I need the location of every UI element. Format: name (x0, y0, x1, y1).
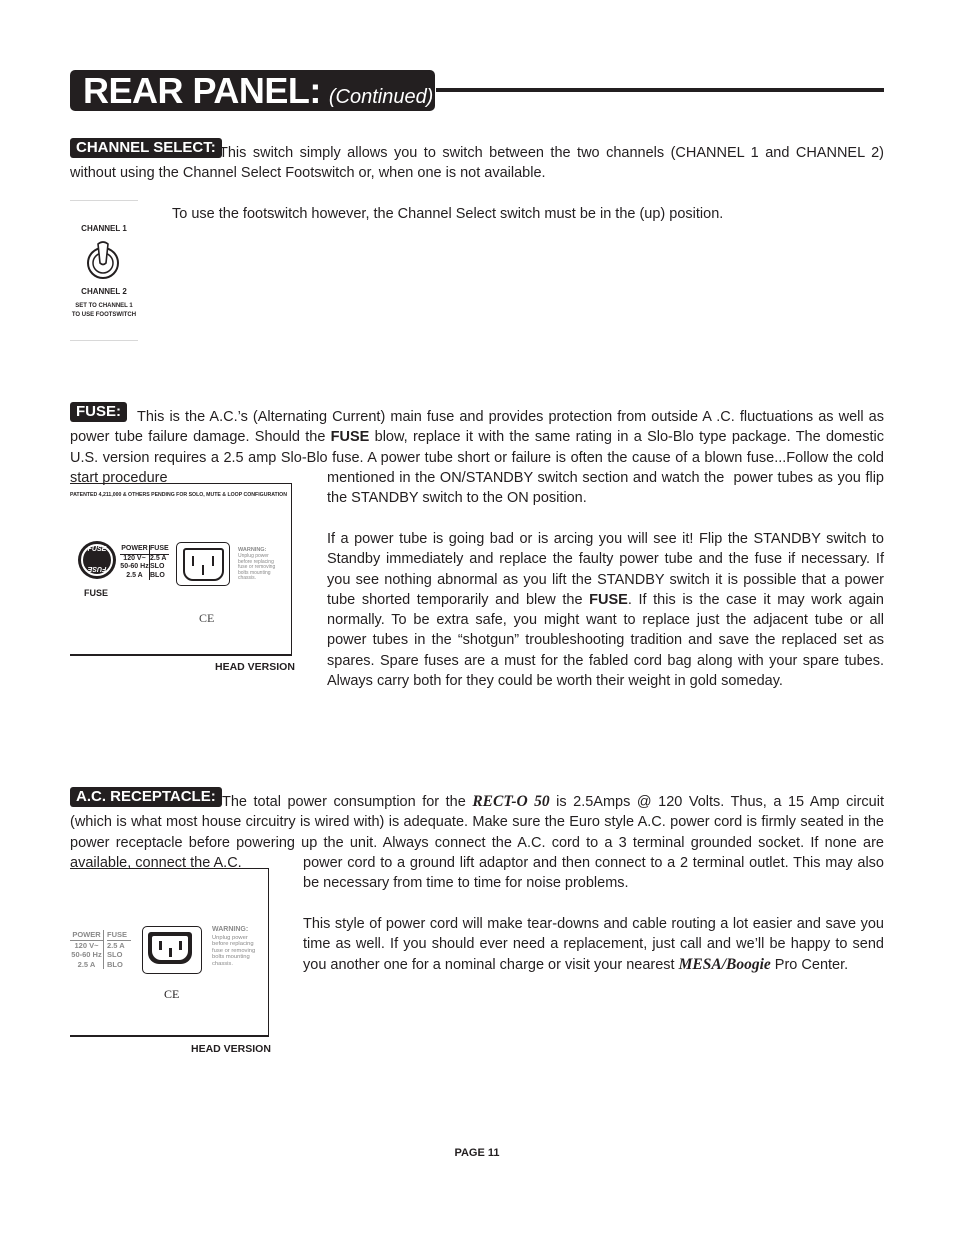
socket-inner (183, 548, 224, 581)
footswitch-note-2: TO USE FOOTSWITCH (71, 312, 137, 318)
ac-warning-line: Unplug power (212, 935, 248, 941)
channel2-label: CHANNEL 2 (81, 287, 127, 296)
ac-rear-panel-diagram (70, 868, 269, 1037)
fuse-cap-text-top: FUSE (87, 546, 107, 553)
rect-o-50-brand: RECT-O 50 (472, 793, 550, 810)
ac-para2 (303, 914, 884, 975)
warning-line: Unplug power (238, 553, 269, 559)
ac-power-val: 2.5 A (77, 959, 96, 969)
ac-warning-text (212, 935, 255, 967)
fuse-cap-text-bottom: FUSE (87, 565, 107, 572)
power-val: 120 V~ (123, 554, 146, 562)
fuse-intro-b-inline: blow, replace it with the same rating in a Slo-Blo type package. The domestic U.S. version requires a 2.5 amp Slo-Blo fuse. A power tube short or failure is often the cause of a blown fuse...Follow the cold start procedure (70, 429, 884, 486)
fuse-para2-a: If a power tube is going bad or is arcing you will see it! Flip the STANDBY switch to Standby immediately and replace the faulty power tube and the fuse if necessary. If you see nothing abnormal as you lift the STANDBY switch it is possible that a power tube shorted temporarily and blew the (327, 531, 884, 608)
power-val: 2.5 A (126, 571, 143, 579)
page-title (83, 72, 433, 116)
channel-select-para1-wrap (70, 143, 884, 184)
ac-ce-mark: CE (164, 987, 180, 1001)
channel-switch-diagram (70, 200, 138, 341)
fuse-para2-wrap (327, 529, 884, 691)
socket-pin (212, 556, 214, 566)
footswitch-note-1: SET TO CHANNEL 1 (75, 303, 133, 309)
page-header (70, 70, 435, 111)
channel1-label: CHANNEL 1 (81, 224, 127, 233)
ac-fuse-val: BLO (107, 959, 123, 969)
ac-para2-b: Pro Center. (770, 956, 849, 973)
channel-select-para1: This switch simply allows you to switch between the two channels (CHANNEL 1 and CHANNEL 2) without using the Channel Select Footswitch or, when one is not available. (70, 145, 884, 182)
ac-warning-line: bolts mounting (212, 954, 250, 961)
fuse-val: 2.5 A (150, 554, 167, 562)
toggle-switch-icon[interactable] (85, 240, 121, 282)
warning-line: bolts mounting (238, 569, 271, 576)
diagram-top-rule (70, 200, 138, 201)
fuse-continuation (327, 468, 884, 509)
ac-warning-line: chassis. (212, 960, 233, 967)
ac-panel-caption: HEAD VERSION (191, 1043, 271, 1055)
power-val: 50-60 Hz (120, 563, 149, 570)
ac-para1-continued: power cord to a ground lift adaptor and then connect to a 2 terminal outlet. This may also be necessary from time to time for noise problems. (303, 855, 884, 892)
fuse-para2-bold: FUSE (589, 591, 628, 608)
ac-power-val: 120 V~ (74, 940, 99, 950)
warning-line: before replacing (238, 558, 274, 565)
socket-pin (192, 556, 194, 566)
ac-fuse-rating-col (107, 930, 131, 969)
fuse-intro-a: This is the A.C.’s (Alternating Current) main fuse and provides protection from outside A .C. fluctuations as well as power tube failure damage. Should the (70, 409, 884, 446)
fuse-para2-b: . If this is the case it may work again normally. To be extra safe, you might want to replace just the adjacent tube or all power tubes in the “shotgun” troubleshooting tradition and save the replaced set as spares. Spare fuses are a must for the fabled cord bag along with your spare tubes. Always carry both for they could be worth their weight in gold someday. (327, 591, 884, 690)
ac-warning-line: before replacing (212, 941, 254, 948)
ac-para1-a: The total power consumption for the (222, 794, 473, 810)
ac-socket-face (152, 936, 188, 960)
ac-para1-cont-wrap (303, 853, 884, 894)
fuse-cap-icon[interactable] (78, 541, 116, 579)
ac-para2-a: This style of power cord will make tear-downs and cable routing a lot easier and save you time as well. If you should ever need a replacement, just call and we’ll be happy to send you another one for a nominal charge or visit your nearest (303, 916, 884, 973)
diagram-bottom-rule (70, 340, 138, 341)
mesa-boogie-brand: MESA/Boogie (678, 955, 771, 973)
patent-text: PATENTED 4,211,000 & OTHERS PENDING FOR SOLO, MUTE & LOOP CONFIGURATION (70, 492, 287, 498)
ac-receptacle-label: A.C. RECEPTACLE: (70, 787, 222, 807)
ac-socket-icon[interactable] (142, 926, 202, 974)
socket-pin (202, 565, 204, 575)
title-text: REAR PANEL: (83, 70, 321, 111)
ac-socket-pin (169, 948, 172, 957)
ac-para2-wrap (303, 914, 884, 975)
ac-warning-line: fuse or removing (212, 947, 256, 954)
ac-para1-b-top: is 2.5Amps @ 120 Volts. Thus, a 15 Amp circuit (which is what most house circuitry is wired with) is adequate. Make sure the Euro style A.C. power cord is firmly seated in the power receptacle before powering up the unit. Always connect the A.C. cord to a 3 terminal grounded socket. If none are available, connect the A.C. (70, 794, 884, 871)
warning-line: fuse or removing (238, 564, 276, 571)
channel-select-label: CHANNEL SELECT: (70, 138, 222, 158)
title-continued: (Continued) (328, 86, 434, 108)
fuse-intro-bold: FUSE (330, 429, 370, 446)
warning-title: WARNING: (238, 547, 267, 553)
ac-fuse-head: FUSE (107, 930, 131, 941)
fuse-caption: FUSE (84, 588, 109, 598)
channel-select-para2: To use the footswitch however, the Channel Select switch must be in the (up) position. (172, 206, 724, 222)
fuse-val: SLO (150, 563, 165, 570)
power-head: POWER (120, 545, 149, 555)
ac-socket-pin (179, 941, 182, 950)
ac-fuse-val: 2.5 A (107, 940, 125, 950)
ac-socket-pin (159, 941, 162, 950)
ce-mark: CE (199, 611, 215, 625)
fuse-rear-panel-diagram (70, 483, 292, 656)
channel-select-para2-wrap (172, 204, 884, 224)
header-rule (436, 88, 884, 92)
page-number: PAGE 11 (454, 1147, 500, 1159)
power-rating-col (120, 545, 150, 580)
ac-power-head: POWER (70, 930, 103, 941)
ac-warning-title: WARNING: (212, 926, 249, 933)
warning-line: chassis. (238, 575, 257, 582)
ac-fuse-val: SLO (107, 950, 123, 959)
ac-power-val: 50-60 Hz (71, 950, 102, 959)
fuse-para2 (327, 529, 884, 691)
ac-socket-icon[interactable] (176, 542, 230, 586)
warning-text (238, 554, 275, 582)
ac-power-rating-col (70, 930, 104, 969)
fuse-val: BLO (150, 571, 165, 579)
ac-socket-inner (148, 932, 192, 964)
fuse-intro-continued: mentioned in the ON/STANDBY switch section and watch the power tubes as you flip the STANDBY switch to the ON position. (327, 470, 884, 507)
fuse-rating-col (150, 545, 169, 580)
fuse-head: FUSE (150, 545, 169, 555)
fuse-label: FUSE: (70, 402, 127, 422)
fuse-panel-caption: HEAD VERSION (215, 661, 295, 673)
